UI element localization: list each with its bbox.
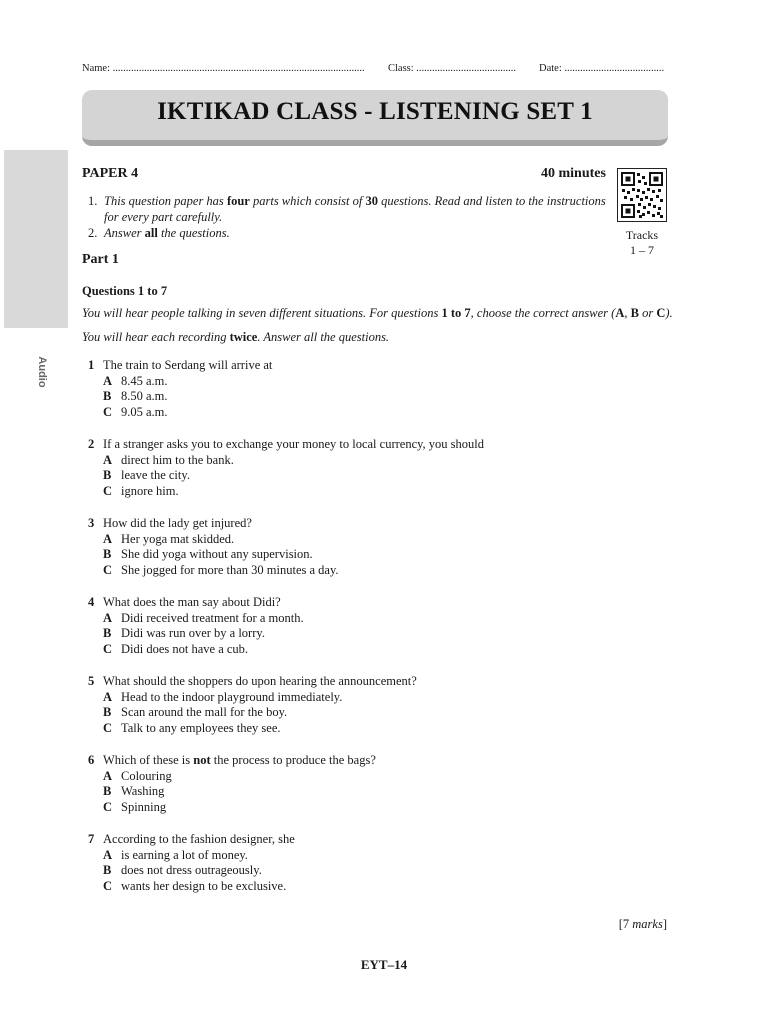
question-number: 3	[88, 516, 95, 530]
option-letter: C	[103, 483, 113, 498]
intro-text: or	[638, 306, 657, 320]
question-text-part: Which of these is	[103, 753, 194, 767]
question-number: 1	[88, 358, 95, 372]
option-letter: C	[103, 878, 113, 893]
audio-side-tab-label: Audio	[36, 356, 48, 388]
tracks-range: 1 – 7	[630, 243, 654, 257]
instruction-text-part: parts which consist of	[249, 194, 366, 208]
intro-text: You will hear each recording	[82, 330, 230, 344]
tracks-title: Tracks	[625, 228, 659, 242]
option-letter: A	[103, 847, 113, 862]
qr-code-graphic	[618, 169, 666, 221]
option-letter: B	[103, 547, 112, 561]
question-stem	[88, 437, 484, 453]
intro-bold: C	[656, 306, 666, 320]
option-letter: A	[103, 610, 113, 625]
intro-text: , choose the correct answer (	[470, 306, 616, 320]
marks-value: 7	[622, 917, 630, 931]
intro-bold: B	[630, 306, 639, 320]
instruction-text	[104, 225, 608, 241]
option-letter: B	[103, 784, 112, 798]
question-1	[88, 358, 272, 420]
option-c[interactable]	[88, 800, 376, 816]
option-text: Scan around the mall for the boy.	[121, 705, 288, 719]
page-code: EYT–14	[360, 957, 408, 972]
question-text: How did the lady get injured?	[103, 516, 252, 530]
option-text: Washing	[121, 784, 165, 798]
option-text: Spinning	[121, 799, 167, 814]
marks-bracket-close: ]	[662, 917, 667, 931]
part-title: Part 1	[82, 252, 119, 267]
intro-bold: A	[615, 306, 625, 320]
option-c[interactable]	[88, 721, 417, 737]
option-b[interactable]	[88, 389, 272, 405]
option-text: ignore him.	[121, 483, 179, 498]
question-stem	[88, 753, 376, 769]
option-text: Didi does not have a cub.	[121, 641, 249, 656]
option-letter: B	[103, 468, 112, 482]
instruction-text-part: questions. Read and listen to the instructions	[378, 194, 606, 208]
intro-text: ).	[665, 306, 673, 320]
question-text-bold: not	[193, 753, 211, 767]
intro-bold: twice	[229, 330, 258, 344]
question-stem	[88, 832, 295, 848]
paper-label: PAPER 4	[82, 166, 139, 181]
question-text-part: the process to produce the bags?	[210, 753, 376, 767]
option-c[interactable]	[88, 405, 272, 421]
option-b[interactable]	[88, 863, 295, 879]
question-number: 6	[88, 753, 95, 767]
option-a[interactable]	[88, 690, 417, 706]
question-text: According to the fashion designer, she	[103, 832, 295, 846]
question-7	[88, 832, 295, 894]
instruction-number: 1.	[88, 194, 98, 208]
qr-code-icon[interactable]	[617, 168, 667, 222]
question-number: 4	[88, 595, 95, 609]
option-letter: B	[103, 705, 112, 719]
question-4	[88, 595, 304, 657]
option-b[interactable]	[88, 784, 376, 800]
option-letter: C	[103, 562, 113, 577]
instructions-list	[88, 193, 608, 241]
option-b[interactable]	[88, 705, 417, 721]
option-a[interactable]	[88, 374, 272, 390]
title-banner	[82, 90, 668, 146]
instruction-text-part: Answer	[104, 226, 145, 240]
question-number: 2	[88, 437, 95, 451]
question-6	[88, 753, 376, 815]
tracks-label	[610, 228, 674, 258]
intro-bold: 1 to 7	[441, 306, 471, 320]
option-text: 8.50 a.m.	[121, 389, 168, 403]
option-text: She jogged for more than 30 minutes a day.	[121, 562, 339, 577]
page-title: IKTIKAD CLASS - LISTENING SET 1	[157, 98, 593, 125]
question-text: What does the man say about Didi?	[103, 595, 281, 609]
question-text: What should the shoppers do upon hearing the announcement?	[103, 674, 417, 688]
option-text: Didi was run over by a lorry.	[121, 626, 265, 640]
question-text	[103, 753, 376, 769]
intro-text: ,	[624, 306, 631, 320]
option-a[interactable]	[88, 453, 484, 469]
option-letter: C	[103, 799, 113, 814]
option-letter: C	[103, 720, 113, 735]
questions-heading: Questions 1 to 7	[82, 284, 168, 298]
marks-label: marks	[632, 917, 663, 931]
option-letter: A	[103, 689, 113, 704]
option-c[interactable]	[88, 879, 295, 895]
option-text: She did yoga without any supervision.	[121, 547, 313, 561]
option-letter: C	[103, 404, 113, 419]
option-b[interactable]	[88, 547, 339, 563]
option-a[interactable]	[88, 769, 376, 785]
intro-text: . Answer all the questions.	[257, 330, 390, 344]
question-text: If a stranger asks you to exchange your money to local currency, you should	[103, 437, 485, 451]
option-letter: A	[103, 373, 113, 388]
option-text: is earning a lot of money.	[121, 847, 248, 862]
option-text: 9.05 a.m.	[121, 404, 168, 419]
instruction-bold: all	[144, 226, 158, 240]
option-b[interactable]	[88, 468, 484, 484]
option-text: 8.45 a.m.	[121, 373, 168, 388]
option-text: Head to the indoor playground immediately.	[121, 689, 343, 704]
option-c[interactable]	[88, 484, 484, 500]
option-text: Her yoga mat skidded.	[121, 531, 235, 546]
question-number: 7	[88, 832, 95, 846]
option-b[interactable]	[88, 626, 304, 642]
audio-side-tab	[4, 150, 68, 388]
instruction-text	[104, 193, 608, 225]
instruction-bold: 30	[365, 194, 378, 208]
instruction-text-part: This question paper has	[104, 194, 227, 208]
student-info-line	[82, 63, 667, 79]
option-letter: C	[103, 641, 113, 656]
paper-duration: 40 minutes	[541, 166, 606, 181]
option-text: Talk to any employees they see.	[121, 720, 281, 735]
option-letter: B	[103, 626, 112, 640]
option-letter: B	[103, 389, 112, 403]
option-text: Colouring	[121, 768, 172, 783]
question-stem	[88, 358, 272, 374]
question-stem	[88, 674, 417, 690]
option-c[interactable]	[88, 563, 339, 579]
option-letter: B	[103, 863, 112, 877]
marks-total	[619, 917, 667, 932]
question-number: 5	[88, 674, 95, 688]
option-a[interactable]	[88, 532, 339, 548]
name-field: Name: ................................................................................................	[82, 63, 365, 74]
question-text: The train to Serdang will arrive at	[103, 358, 273, 372]
instruction-text-part: for every part carefully.	[104, 210, 223, 224]
instruction-item	[88, 193, 608, 225]
class-field: Class: ......................................	[388, 63, 517, 74]
intro-line-1	[82, 306, 673, 321]
option-text: Didi received treatment for a month.	[121, 610, 304, 625]
option-letter: A	[103, 768, 113, 783]
option-a[interactable]	[88, 611, 304, 627]
option-text: does not dress outrageously.	[121, 863, 262, 877]
instruction-text-part: the questions.	[157, 226, 230, 240]
option-text: leave the city.	[121, 468, 190, 482]
instruction-number: 2.	[88, 226, 98, 240]
question-stem	[88, 516, 339, 532]
instruction-bold: four	[226, 194, 250, 208]
question-5	[88, 674, 417, 736]
option-a[interactable]	[88, 848, 295, 864]
option-text: direct him to the bank.	[121, 452, 234, 467]
intro-line-2	[82, 330, 389, 345]
date-field: Date: ......................................	[539, 63, 665, 74]
option-text: wants her design to be exclusive.	[121, 878, 287, 893]
option-c[interactable]	[88, 642, 304, 658]
instruction-item	[88, 225, 608, 241]
option-letter: A	[103, 452, 113, 467]
question-2	[88, 437, 484, 499]
question-stem	[88, 595, 304, 611]
intro-text: You will hear people talking in seven different situations. For questions	[82, 306, 442, 320]
marks-bracket-open: [	[618, 917, 623, 931]
option-letter: A	[103, 531, 113, 546]
question-3	[88, 516, 339, 578]
